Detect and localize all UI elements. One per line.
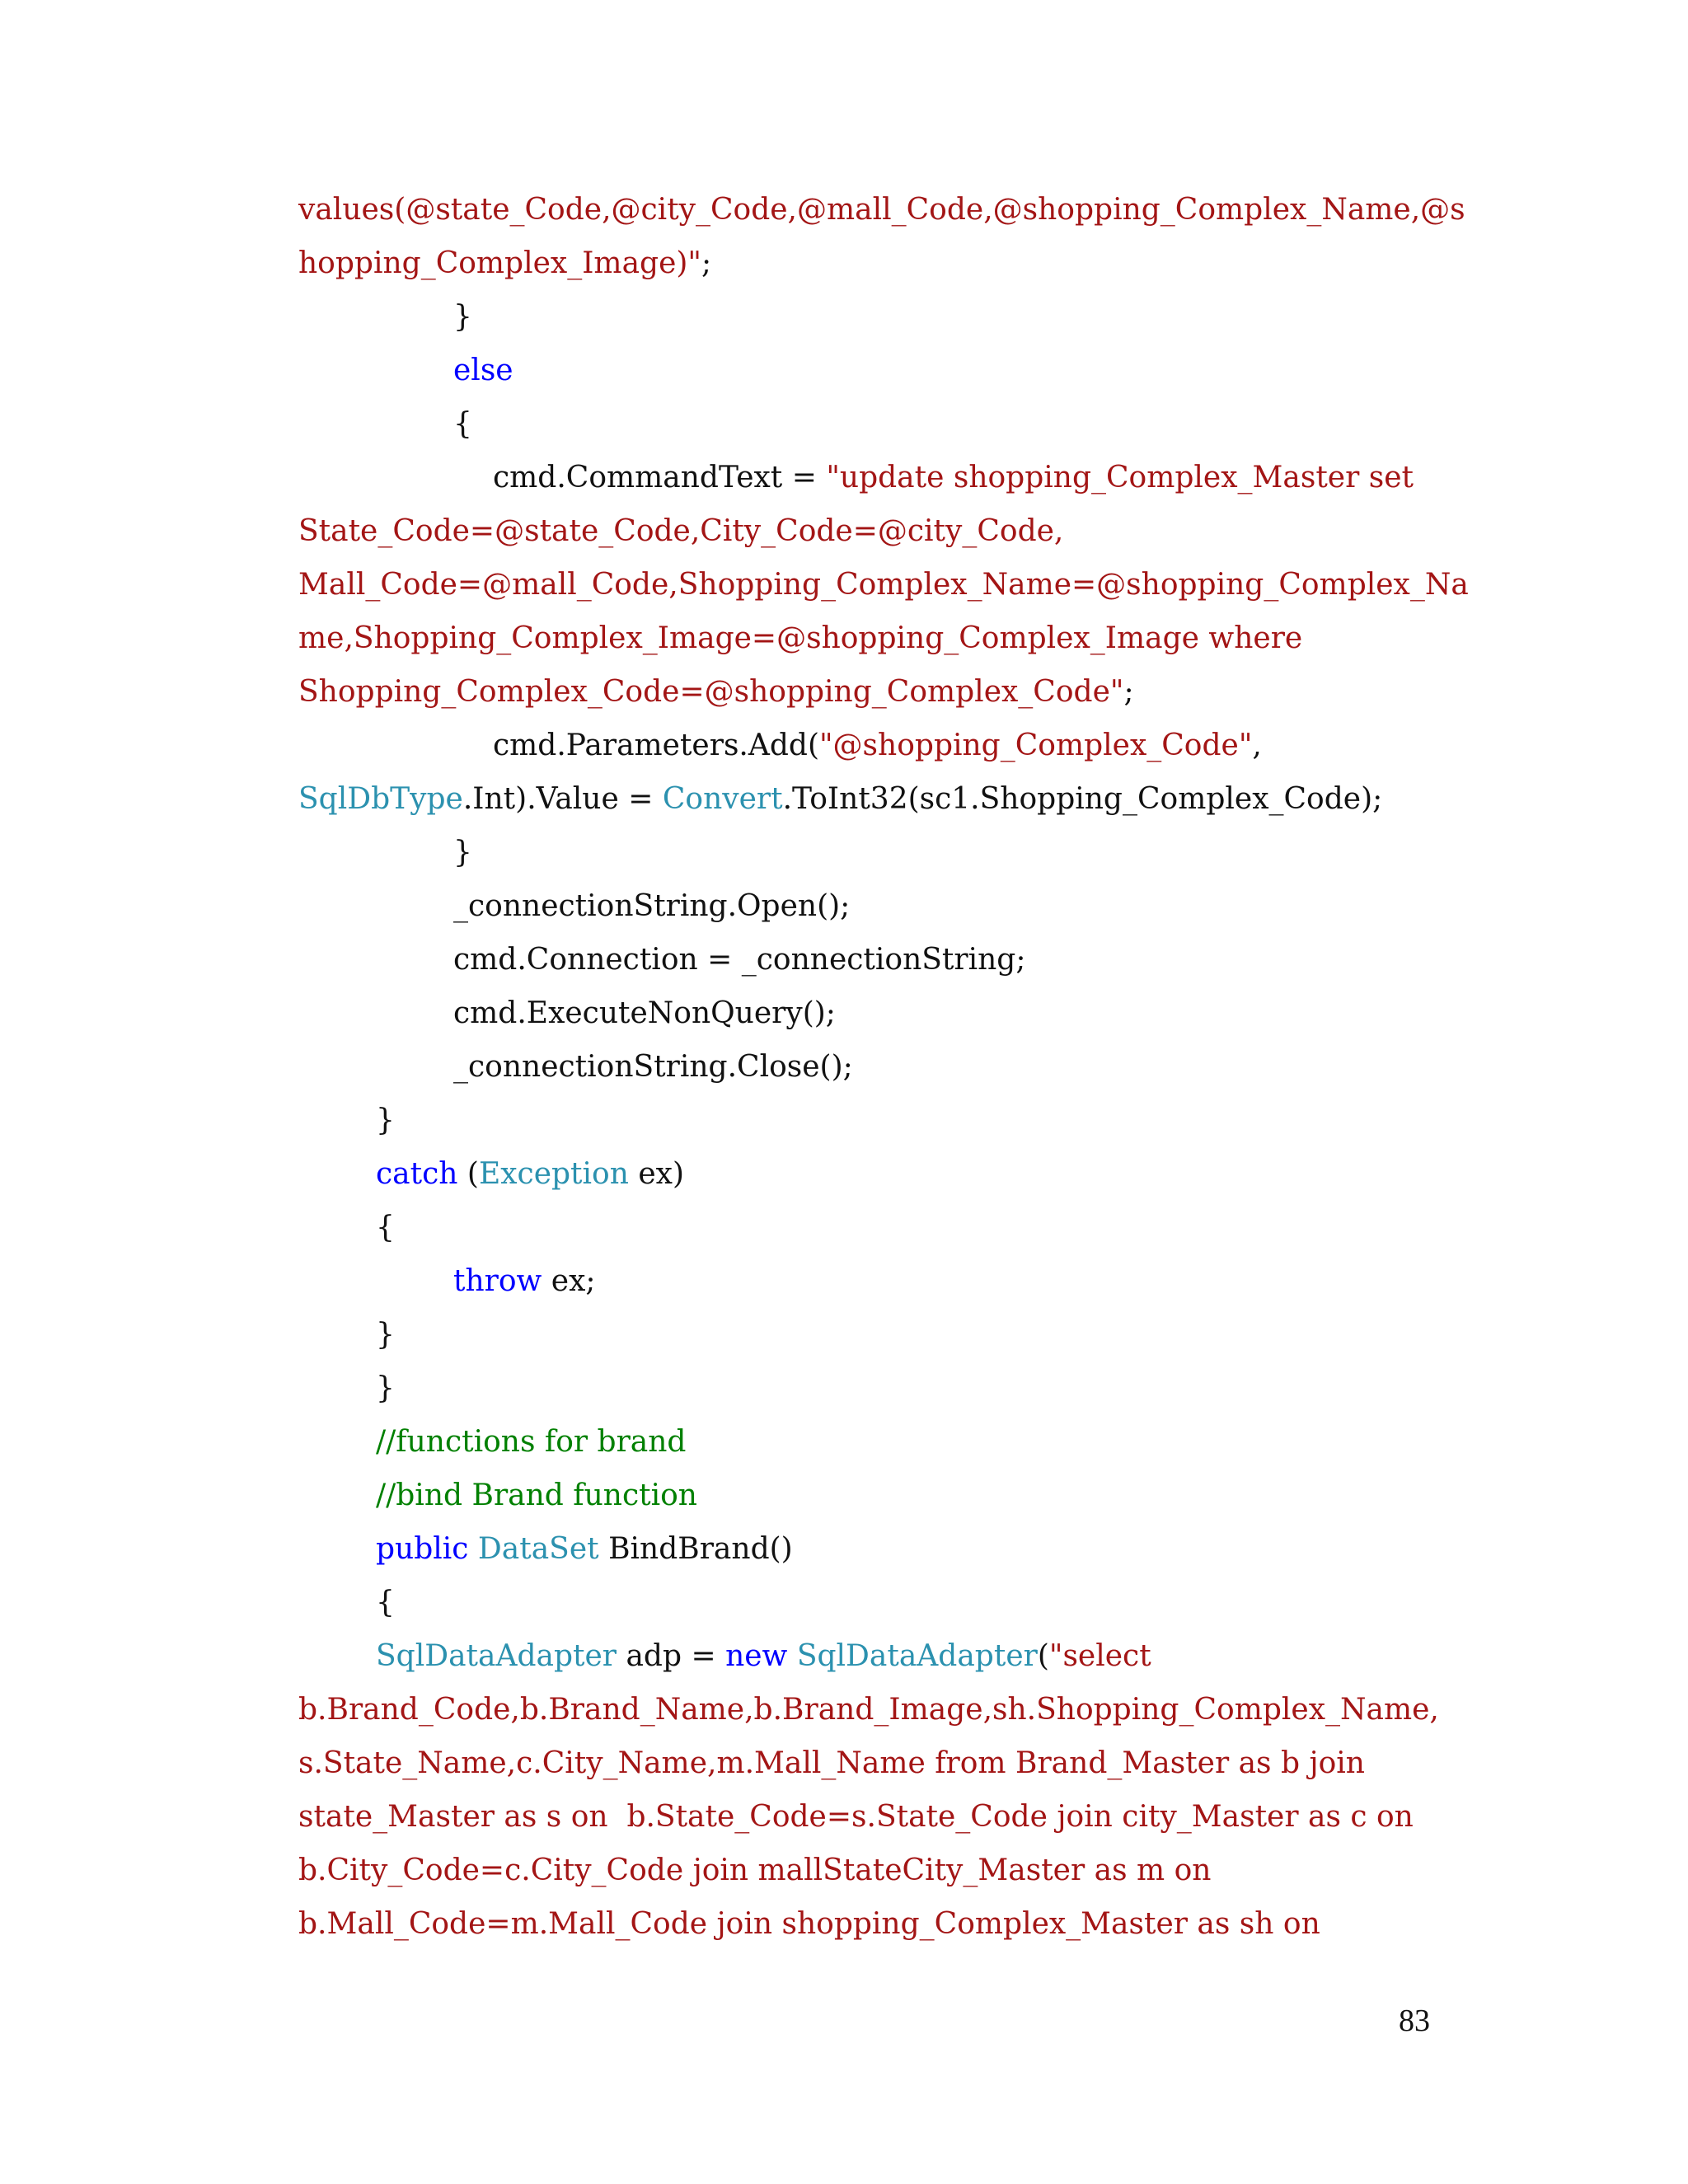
code-line: [298, 1361, 1452, 1415]
page-number: 83: [1399, 2004, 1430, 2038]
code-line: [298, 987, 1452, 1040]
code-token-keyword: public: [376, 1532, 469, 1566]
code-listing: [298, 183, 1469, 1951]
code-line: [298, 1844, 1452, 1897]
code-token-string: b.City_Code=c.City_Code join mallStateCity_Master as m on: [298, 1854, 1212, 1887]
code-line: [298, 344, 1452, 397]
code-token-string: state_Master as s on b.State_Code=s.State_Code join city_Master as c on: [298, 1800, 1414, 1834]
code-line: [298, 719, 1452, 772]
code-line: [298, 451, 1452, 504]
code-token-default: _connectionString.Close();: [453, 1050, 853, 1084]
code-token-type: SqlDataAdapter: [796, 1639, 1038, 1673]
code-token-comment: //bind Brand function: [376, 1479, 697, 1512]
code-token-string: State_Code=@state_Code,City_Code=@city_Code,: [298, 514, 1064, 548]
code-token-default: BindBrand(): [598, 1532, 793, 1566]
code-line: [298, 1897, 1452, 1951]
code-token-keyword: new: [725, 1639, 788, 1673]
code-token-string: b.Mall_Code=m.Mall_Code join shopping_Complex_Master as sh on: [298, 1907, 1320, 1941]
code-line: [298, 1201, 1452, 1254]
code-line: [298, 1094, 1452, 1147]
code-token-default: ;: [1123, 675, 1134, 709]
code-token-default: (: [1037, 1639, 1049, 1673]
code-token-type: SqlDataAdapter: [376, 1639, 617, 1673]
code-token-default: }: [453, 300, 472, 334]
code-token-default: {: [376, 1211, 395, 1244]
code-token-default: }: [453, 836, 472, 869]
code-line: [298, 1629, 1452, 1683]
code-line: [298, 1469, 1452, 1522]
code-token-default: .Int).Value =: [462, 782, 663, 816]
code-token-string: s.State_Name,c.City_Name,m.Mall_Name from Brand_Master as b join: [298, 1746, 1365, 1780]
code-token-default: [468, 1532, 477, 1566]
code-token-default: cmd.CommandText =: [493, 461, 827, 494]
code-token-type: Exception: [478, 1157, 629, 1191]
code-token-default: cmd.ExecuteNonQuery();: [453, 996, 836, 1030]
code-token-keyword: catch: [376, 1157, 458, 1191]
code-token-string: "@shopping_Complex_Code": [819, 729, 1253, 762]
code-token-string: "select: [1048, 1639, 1151, 1673]
code-line: [298, 665, 1452, 719]
code-token-string: me,Shopping_Complex_Image=@shopping_Complex_Image where: [298, 621, 1303, 655]
code-token-default: [787, 1639, 796, 1673]
code-token-default: _connectionString.Open();: [453, 889, 851, 923]
code-line: [298, 1415, 1452, 1469]
code-token-type: DataSet: [477, 1532, 599, 1566]
code-token-string: Mall_Code=@mall_Code,Shopping_Complex_Name=@shopping_Complex_Na: [298, 568, 1469, 602]
code-line: [298, 397, 1452, 451]
code-token-keyword: else: [453, 354, 513, 387]
code-token-default: cmd.Parameters.Add(: [493, 729, 819, 762]
code-token-default: }: [376, 1371, 395, 1405]
code-token-default: }: [376, 1104, 395, 1137]
code-token-default: ex;: [542, 1264, 596, 1298]
code-token-default: ex): [628, 1157, 684, 1191]
code-line: [298, 290, 1452, 344]
code-token-default: cmd.Connection = _connectionString;: [453, 943, 1026, 977]
code-line: [298, 1790, 1452, 1844]
code-line: [298, 826, 1452, 879]
code-line: [298, 612, 1452, 665]
code-token-string: values(@state_Code,@city_Code,@mall_Code,@shopping_Complex_Name,@s: [298, 193, 1465, 227]
code-line: [298, 1040, 1452, 1094]
code-token-type: SqlDbType: [298, 782, 463, 816]
code-line: [298, 504, 1452, 558]
code-token-default: }: [376, 1318, 395, 1352]
code-token-comment: //functions for brand: [376, 1425, 687, 1459]
code-token-default: ,: [1252, 729, 1262, 762]
code-token-default: .ToInt32(sc1.Shopping_Complex_Code);: [782, 782, 1383, 816]
code-line: [298, 1147, 1452, 1201]
code-line: [298, 1736, 1452, 1790]
code-token-string: hopping_Complex_Image)": [298, 246, 701, 280]
code-line: [298, 237, 1452, 290]
code-line: [298, 1683, 1452, 1736]
code-token-keyword: throw: [453, 1264, 542, 1298]
code-line: [298, 1522, 1452, 1576]
code-line: [298, 1308, 1452, 1361]
code-token-string: b.Brand_Code,b.Brand_Name,b.Brand_Image,sh.Shopping_Complex_Name,: [298, 1693, 1439, 1727]
code-token-string: Shopping_Complex_Code=@shopping_Complex_Code": [298, 675, 1124, 709]
code-line: [298, 879, 1452, 933]
code-line: [298, 1576, 1452, 1629]
code-line: [298, 183, 1465, 237]
code-line: [298, 933, 1452, 987]
code-token-default: (: [457, 1157, 479, 1191]
code-token-type: Convert: [662, 782, 783, 816]
code-token-default: {: [453, 407, 472, 441]
code-line: [298, 772, 1452, 826]
code-token-string: "update shopping_Complex_Master set: [826, 461, 1414, 494]
code-token-default: adp =: [617, 1639, 726, 1673]
code-token-default: {: [376, 1586, 395, 1619]
code-line: [298, 558, 1469, 612]
code-token-default: ;: [701, 246, 712, 280]
code-line: [298, 1254, 1452, 1308]
